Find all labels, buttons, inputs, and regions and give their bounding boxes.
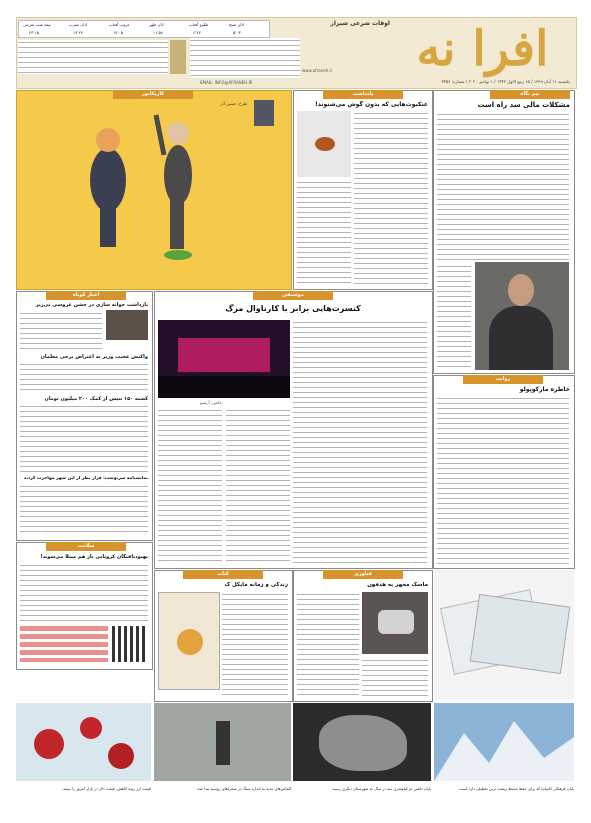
story-text [437, 396, 569, 564]
footer-caption-1: پایان فرهنگی کامپانیا که برای حفظ محیط زیست ترین تعطیلی دارد است. [458, 786, 574, 791]
cartoon-ground [164, 250, 192, 260]
footer-caption-4: قیمت ارز روبه کاهش، قیمت دلار در بازار امروز را ببینید. [61, 786, 151, 791]
news-item-1-headline: بازداشت جوانه سازی در جشن عروسی تی‌ریز [35, 302, 148, 308]
social-links-block [20, 626, 108, 662]
photo-strip-2-figure [216, 721, 230, 765]
virus-particle-2 [80, 717, 102, 739]
article-text-middle-2 [297, 180, 351, 285]
news-item-4-text [20, 484, 148, 536]
book-cover-art [177, 629, 203, 655]
logo-text: افرا نه [416, 21, 549, 77]
masthead-email: EMAIL: INFO@AFRANEH.IR [200, 80, 253, 85]
prayer-value-6: ۲۳:۱۵ [29, 30, 39, 35]
book-cover [158, 592, 220, 690]
story-headline: خاطره مارکوپولو [519, 386, 570, 393]
photo-strip-1-virus [16, 703, 151, 781]
concert-photo-caption: عکس: آرشیو [200, 400, 222, 405]
prayer-value-1: ۵:۰۳ [233, 30, 241, 35]
concert-crowd [158, 376, 290, 398]
news-item-2-text [20, 362, 148, 392]
virus-particle-1 [34, 729, 64, 759]
photo-strip-2-drone [154, 703, 291, 781]
concert-stage-light [178, 338, 270, 372]
headline-right: مشکلات مالی سد راه است [477, 101, 570, 109]
headline-middle: عنکبوت‌هایی که بدون گوش می‌شنوند! [315, 101, 428, 108]
cartoon-caption: طرح: حسین آذر [220, 101, 247, 106]
article-text-middle [354, 111, 428, 285]
portrait-body [489, 306, 553, 370]
section-tab-feature: موسیقی [253, 291, 333, 300]
cartoon-illustration [60, 105, 230, 275]
masthead-website: www.afraneh.ir [302, 68, 333, 73]
prayer-title: اوقات شرعی شیراز [330, 20, 390, 27]
mask-photo [362, 592, 428, 654]
news-item-3-text [20, 404, 148, 472]
issue-line: یکشنبه ۱۱ آبان ۱۳۹۹ / ۱۵ ربیع الاول ۱۴۴۲ / ۱ نوامبر ۲۰۲۰ / شماره: ۳۴۵۶ [441, 79, 570, 84]
prayer-header-2: طلوع آفتاب [189, 22, 209, 27]
tech-text [297, 592, 359, 696]
book-text [222, 592, 288, 696]
section-tab-tech: فناوری [323, 570, 403, 579]
prayer-header-6: نیمه شب شرعی [23, 22, 51, 27]
article-text-right [437, 112, 569, 260]
cartoon-figure-2-legs [170, 199, 184, 249]
prayer-header-5: اذان مغرب [69, 22, 88, 27]
masthead-staff-text [18, 40, 168, 74]
mountains-shape [434, 703, 574, 781]
feature-text-2 [158, 408, 222, 564]
section-tab-middle: یادداشت [323, 90, 403, 99]
tech-text-2 [362, 658, 428, 696]
section-tab-cartoon: کاریکاتور [113, 90, 193, 99]
news-item-1-text [20, 311, 102, 351]
prayer-header-3: اذان ظهر [149, 22, 165, 27]
cartoon-figure-1-legs [100, 207, 116, 247]
section-tab-health: سلامت [46, 542, 126, 551]
cartoon-figure-1-body [90, 148, 126, 212]
cartoon-figure-1-head [96, 128, 120, 152]
news-item-2-headline: واکنش عجیب وزیر به اعتراض برخی معلمان [40, 354, 148, 360]
cartoon-artist-thumb [254, 100, 274, 126]
news-item-4-headline: نمایشنامه سرنوشت: فرار نظر از این شهر مهاجرت کردند [23, 476, 148, 481]
portrait-photo-right [475, 262, 569, 370]
section-tab-book: کتاب [183, 570, 263, 579]
prayer-header-1: اذان صبح [229, 22, 245, 27]
masthead-emblem [170, 40, 186, 74]
spider-photo [297, 111, 351, 177]
section-tab-story: روایت [463, 375, 543, 384]
prayer-value-5: ۱۷:۲۴ [73, 30, 83, 35]
news-item-3-headline: کشته ۱۵۰ تنیس از کمک ۲۰۰ میلیون تومان [44, 396, 148, 402]
virus-particle-3 [108, 743, 134, 769]
health-text [20, 563, 148, 623]
newspapers-photo [434, 570, 574, 700]
footer-caption-3: الماس‌های جدید به اندازه سنگ در صحراهای روسیه پیدا شد. [196, 786, 291, 791]
spider-body [315, 137, 335, 151]
concert-photo [158, 320, 290, 398]
tech-headline: ماسک مجهز به هدفون [367, 582, 428, 588]
qr-code [112, 626, 148, 662]
masthead-info-text [190, 38, 300, 78]
cartoon-raised-arm [156, 115, 164, 155]
feature-text-3 [226, 408, 290, 564]
section-tab-right: نیم نگاه [490, 90, 570, 99]
prayer-value-4: ۱۷:۰۵ [113, 30, 123, 35]
cartoon-figure-2-body [164, 145, 192, 205]
book-headline: زندگی و زمانه مایکل ک [224, 582, 288, 588]
newspaper-2 [470, 594, 571, 674]
cartoon-figure-2-head [167, 122, 189, 144]
feature-text-1 [293, 320, 427, 564]
prayer-table [18, 20, 270, 38]
article-text-right-2 [437, 264, 471, 368]
prayer-value-2: ۶:۲۷ [193, 30, 201, 35]
photo-strip-3-rock [293, 703, 431, 781]
prayer-header-4: غروب آفتاب [109, 22, 130, 27]
prayer-value-3: ۱۱:۵۸ [153, 30, 163, 35]
photo-strip-4-mountains [434, 703, 574, 781]
mask-device [378, 610, 414, 634]
masthead-logo [390, 20, 575, 78]
section-tab-news: اخبار کوتاه [46, 291, 126, 300]
portrait-face [508, 274, 534, 306]
news-item-1-photo [106, 310, 148, 340]
feature-headline: کنسرت‌هایی برابر با کارناوال مرگ [225, 304, 361, 313]
footer-caption-2: پایان دلفین دو کیلومتری سه در سال به شهرستان دیگری رسید. [331, 786, 431, 791]
rock-shape [319, 715, 407, 771]
health-headline: بهبودیافتگان کرونایی باز هم مبتلا می‌شوند! [40, 554, 148, 560]
